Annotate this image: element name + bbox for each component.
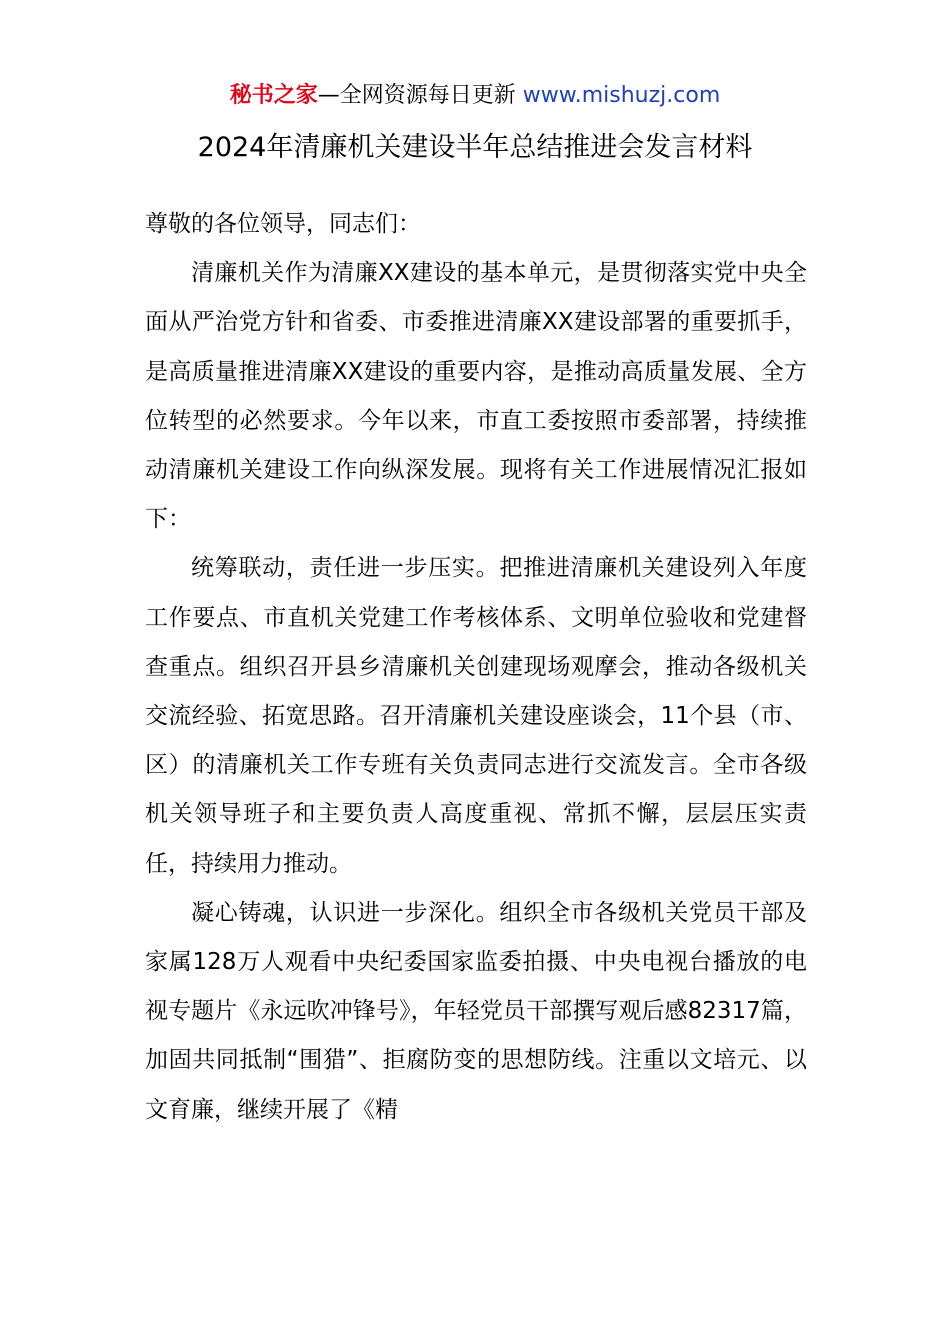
site-slogan: —全网资源每日更新: [317, 83, 516, 108]
salutation: 尊敬的各位领导，同志们：: [145, 211, 421, 237]
paragraph-awareness: 凝心铸魂，认识进一步深化。组织全市各级机关党员干部及家属128万人观看中央纪委国家监委拍摄、中央电视台播放的电视专题片《永远吹冲锋号》，年轻党员干部撰写观后感82317篇，加固共同抵制“围猎”、拒腐防变的思想防线。注重以文培元、以文育廉，继续开展了《精: [145, 899, 807, 1123]
site-header: [0, 81, 950, 111]
paragraph-intro: 清廉机关作为清廉XX建设的基本单元，是贯彻落实党中央全面从严治党方针和省委、市委推进清廉XX建设部署的重要抓手，是高质量推进清廉XX建设的重要内容，是推动高质量发展、全方位转型的必然要求。今年以来，市直工委按照市委部署，持续推动清廉机关建设工作向纵深发展。现将有关工作进展情况汇报如下：: [145, 260, 807, 533]
document-title: 2024年清廉机关建设半年总结推进会发言材料: [197, 132, 753, 163]
document-body: [145, 200, 807, 1135]
brand-name: 秘书之家: [229, 83, 318, 108]
site-url[interactable]: www.mishuzj.com: [522, 83, 721, 108]
paragraph-coordination: 统筹联动，责任进一步压实。把推进清廉机关建设列入年度工作要点、市直机关党建工作考核体系、文明单位验收和党建督查重点。组织召开县乡清廉机关创建现场观摩会，推动各级机关交流经验、拓宽思路。召开清廉机关建设座谈会，11个县（市、区）的清廉机关工作专班有关负责同志进行交流发言。全市各级机关领导班子和主要负责人高度重视、常抓不懈，层层压实责任，持续用力推动。: [145, 555, 807, 877]
